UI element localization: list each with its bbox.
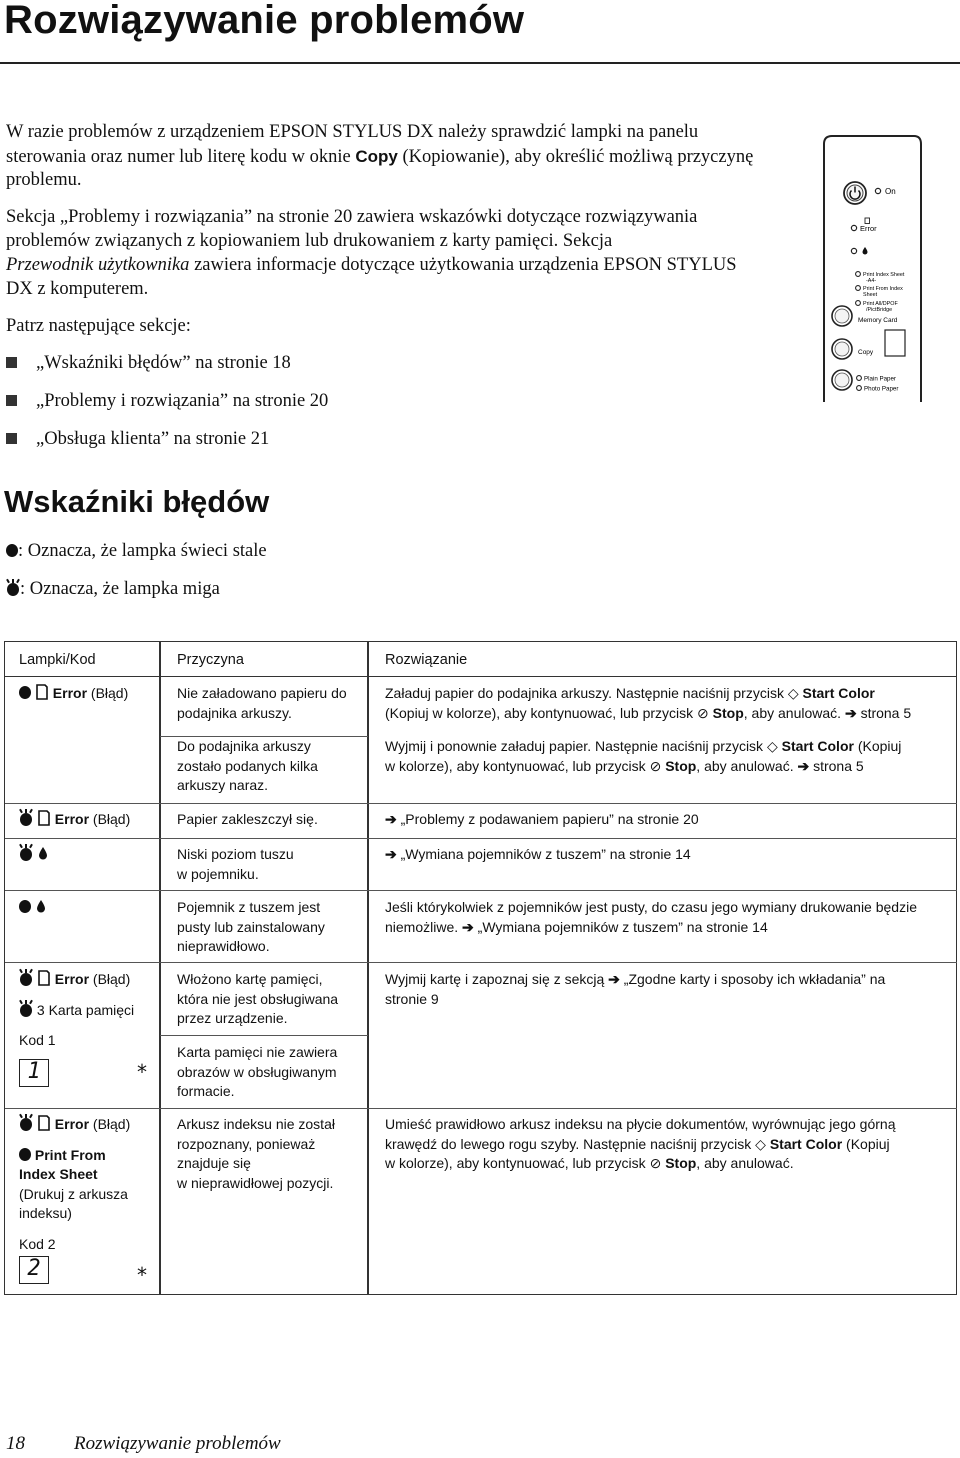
table-solution[interactable]: ➔ „Wymiana pojemników z tuszem” na stronie 14	[385, 846, 691, 862]
panel-sheet-label: Sheet	[863, 292, 878, 298]
header-solution: Rozwiązanie	[385, 652, 468, 668]
table-row-lamps	[19, 898, 47, 918]
led-blinking-icon	[19, 845, 33, 861]
column-divider	[159, 642, 161, 1294]
panel-print-from-index-label: Print From Index	[863, 286, 903, 292]
intro-paragraph-line: problemu.	[6, 170, 82, 190]
bullet-link[interactable]: „Obsługa klienta” na stronie 21	[36, 429, 270, 449]
paper-icon	[37, 1115, 51, 1131]
panel-plain-paper-label: Plain Paper	[864, 375, 896, 383]
arrow-icon: ➔	[385, 811, 397, 827]
table-cause: Papier zakleszczył się.	[177, 811, 318, 827]
led-blinking-icon	[6, 580, 20, 596]
stop-icon: ⊘	[649, 1155, 662, 1171]
arrow-icon: ➔	[844, 704, 857, 721]
table-row-lamps: Error (Błąd) Print From Index Sheet (Drukuj z arkusza indeksu) Kod 2	[19, 1115, 130, 1254]
stop-icon: ⊘	[697, 704, 709, 721]
asterisk-icon: *	[137, 1060, 147, 1084]
users-guide-title: Przewodnik użytkownika	[6, 255, 190, 275]
panel-print-all-label: Print All/DPOF	[863, 301, 898, 307]
section-heading: Wskaźniki błędów	[4, 484, 270, 519]
panel-memory-card-label: Memory Card	[858, 317, 898, 324]
table-cause: Arkusz indeksu nie został rozpoznany, ponieważ znajduje się w nieprawidłowej pozycji.	[177, 1116, 335, 1191]
led-blinking-icon	[19, 1115, 33, 1131]
ink-led-icon	[851, 248, 856, 253]
copy-window-label: Copy	[355, 147, 398, 166]
bullet-link[interactable]: „Wskaźniki błędów” na stronie 18	[36, 353, 291, 373]
paper-type-button-icon	[832, 370, 852, 390]
copy-button-icon	[832, 339, 852, 359]
memory-card-button-icon	[832, 306, 852, 326]
table-solution: Wyjmij kartę i zapoznaj się z sekcją ➔ „Zgodne karty i sposoby ich wkładania” na stronie 9	[385, 971, 886, 1007]
led-blinking-icon	[19, 970, 33, 986]
row-divider	[5, 838, 957, 839]
bullet-link[interactable]: „Problemy i rozwiązania” na stronie 20	[36, 391, 329, 411]
panel-copy-label: Copy	[858, 349, 874, 356]
row-divider	[5, 1108, 957, 1109]
error-indicator-table	[4, 641, 957, 1295]
title-rule	[0, 62, 960, 64]
see-also-label: Patrz następujące sekcje:	[6, 316, 191, 336]
paper-icon	[37, 810, 51, 826]
table-solution: Załaduj papier do podajnika arkuszy. Następnie naciśnij przycisk ◇ Start Color (Kopiuj w kolorze), aby kontynuować, lub przycisk ⊘ Stop, aby anulować. ➔ strona 5	[385, 685, 912, 721]
ink-drop-icon	[35, 898, 47, 914]
asterisk-icon: *	[137, 1263, 147, 1287]
panel-error-label: Error	[860, 224, 877, 233]
page-number: 18	[6, 1433, 25, 1454]
row-divider	[5, 962, 957, 963]
led-on-icon	[6, 544, 18, 557]
table-row-lamps: Error (Błąd)	[19, 684, 128, 704]
control-panel-illustration	[822, 134, 922, 404]
power-button-icon	[844, 182, 866, 204]
intro-paragraph-line: problemów związanych z kopiowaniem lub drukowaniem z karty pamięci. Sekcja	[6, 231, 613, 251]
bullet-square-icon	[6, 433, 17, 444]
intro-paragraph-line: W razie problemów z urządzeniem EPSON STYLUS DX należy sprawdzić lampki na panelu	[6, 122, 699, 142]
panel-pictbridge-label: /PictBridge	[866, 307, 893, 313]
legend-blinking: : Oznacza, że lampka miga	[6, 579, 220, 600]
paper-icon	[37, 970, 51, 986]
row-divider	[5, 803, 957, 804]
cause-divider	[160, 1035, 368, 1036]
arrow-icon: ➔	[385, 846, 397, 862]
footer-label: Rozwiązywanie problemów	[74, 1433, 281, 1454]
row-divider	[5, 890, 957, 891]
table-cause: Nie załadowano papieru do podajnika arkuszy.	[177, 685, 347, 721]
panel-on-label: On	[885, 187, 896, 196]
table-cause: Włożono kartę pamięci, która nie jest obsługiwana przez urządzenie.	[177, 971, 339, 1026]
table-cause: Niski poziom tuszu w pojemniku.	[177, 846, 294, 882]
panel-print-index-label: Print Index Sheet	[863, 272, 905, 278]
paper-icon	[35, 684, 49, 700]
table-solution: Wyjmij i ponownie załaduj papier. Następnie naciśnij przycisk ◇ Start Color (Kopiuj w kolorze), aby kontynuować, lub przycisk ⊘ Stop, aby anulować. ➔ strona 5	[385, 738, 902, 774]
table-row-lamps: Error (Błąd) 3 Karta pamięci Kod 1	[19, 970, 134, 1051]
arrow-icon: ➔	[797, 757, 810, 774]
intro-paragraph-line: Sekcja „Problemy i rozwiązania” na stronie 20 zawiera wskazówki dotyczące rozwiązywania	[6, 207, 698, 227]
page-title: Rozwiązywanie problemów	[4, 0, 525, 42]
table-cause: Karta pamięci nie zawiera obrazów w obsługiwanym formacie.	[177, 1044, 338, 1099]
arrow-icon: ➔	[608, 971, 620, 987]
panel-a4-label: -A4-	[866, 278, 877, 284]
led-on-icon	[19, 900, 31, 913]
table-cause: Do podajnika arkuszy zostało podanych kilka arkuszy naraz.	[177, 738, 318, 793]
start-color-icon: ◇	[766, 738, 778, 754]
table-row-lamps: Error (Błąd)	[19, 810, 130, 830]
ink-drop-icon	[863, 247, 868, 255]
error-led-icon	[851, 225, 856, 230]
stop-icon: ⊘	[649, 757, 662, 774]
intro-paragraph-line: Przewodnik użytkownika zawiera informacje dotyczące użytkowania urządzenia EPSON STYLUS	[6, 255, 737, 275]
code-display: 2	[19, 1256, 49, 1284]
header-cause: Przyczyna	[177, 652, 244, 668]
led-on-icon	[19, 686, 31, 699]
start-color-icon: ◇	[787, 685, 799, 701]
table-cause: Pojemnik z tuszem jest pusty lub zainstalowany nieprawidłowo.	[177, 899, 325, 954]
table-header-row	[5, 642, 956, 677]
bullet-square-icon	[6, 357, 17, 368]
copy-display-icon	[885, 330, 905, 356]
table-row-lamps	[19, 845, 49, 865]
code-display: 1	[19, 1059, 49, 1087]
panel-photo-paper-label: Photo Paper	[864, 385, 899, 393]
start-color-icon: ◇	[755, 1135, 766, 1152]
on-led-icon	[875, 188, 880, 193]
led-on-icon	[19, 1148, 31, 1161]
header-lamps: Lampki/Kod	[19, 652, 96, 668]
paper-icon	[865, 218, 870, 224]
table-solution: Umieść prawidłowo arkusz indeksu na płycie dokumentów, wyrównując jego górną krawędź do lewego rogu szyby. Następnie naciśnij przycisk ◇ Start Color (Kopiuj w kolorze), aby kontynuować, lub przycisk ⊘ Stop, aby anulować.	[385, 1116, 896, 1171]
arrow-icon: ➔	[462, 918, 474, 935]
legend-steady: : Oznacza, że lampka świeci stale	[6, 541, 267, 562]
column-divider	[367, 642, 369, 1294]
table-solution: Jeśli którykolwiek z pojemników jest pusty, do czasu jego wymiany drukowanie będzie niemożliwe. ➔ „Wymiana pojemników z tuszem” na stronie 14	[385, 899, 917, 935]
intro-paragraph-line: DX z komputerem.	[6, 279, 149, 299]
led-blinking-icon	[19, 1001, 33, 1017]
ink-drop-icon	[37, 845, 49, 861]
table-solution[interactable]: ➔ „Problemy z podawaniem papieru” na stronie 20	[385, 811, 699, 827]
intro-paragraph-line: sterowania oraz numer lub literę kodu w oknie Copy (Kopiowanie), aby określić możliwą przyczynę	[6, 147, 754, 167]
bullet-square-icon	[6, 395, 17, 406]
led-blinking-icon	[19, 810, 33, 826]
page-footer	[6, 1433, 281, 1455]
